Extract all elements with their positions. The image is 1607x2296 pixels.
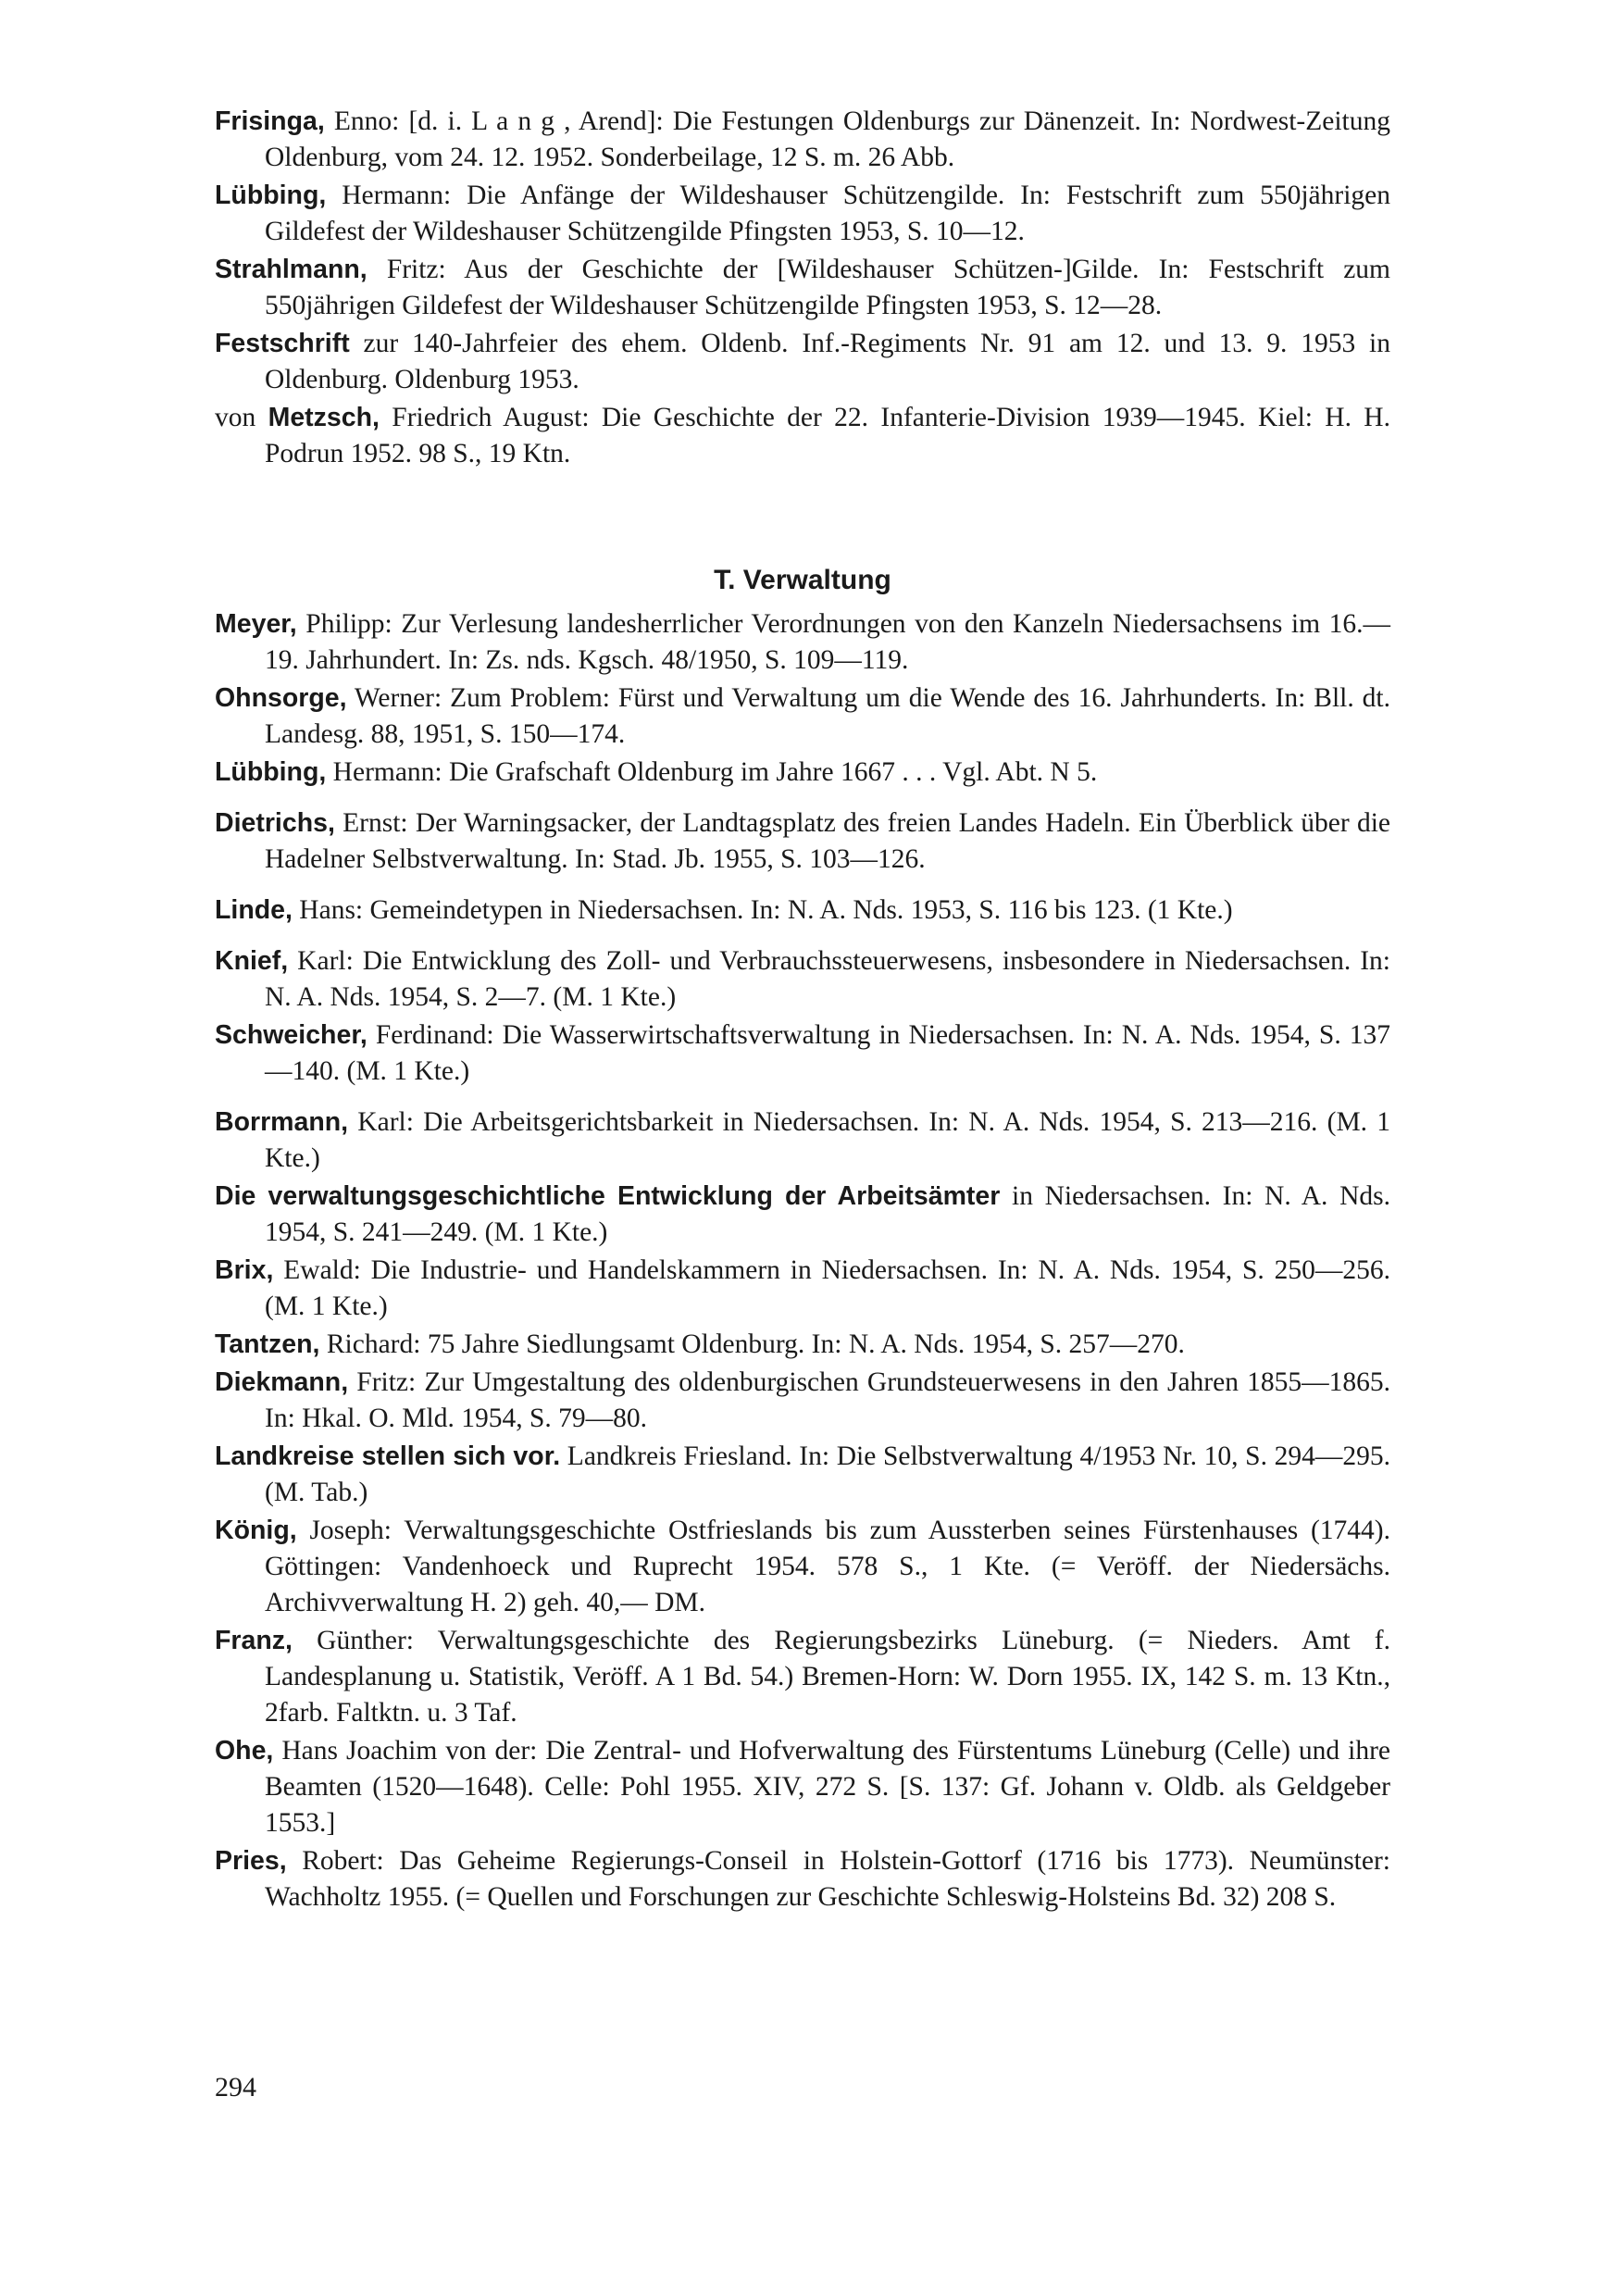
bib-entry	[215, 1179, 1390, 1251]
entry-text: Fritz: Aus der Geschichte der [Wildeshauser Schützen-]Gilde. In: Festschrift zum 550jährigen Gildefest der Wildeshauser Schützengilde Pfingsten 1953, S. 12—28.	[265, 255, 1390, 320]
bib-entry	[215, 1365, 1390, 1437]
entry-author: Franz,	[215, 1626, 293, 1655]
entry-text: Ferdinand: Die Wasserwirtschaftsverwaltung in Niedersachsen. In: N. A. Nds. 1954, S. 137—140. (M. 1 Kte.)	[265, 1020, 1390, 1086]
entry-text: Hans: Gemeindetypen in Niedersachsen. In: N. A. Nds. 1953, S. 116 bis 123. (1 Kte.)	[292, 895, 1233, 925]
bib-entry	[215, 1104, 1390, 1177]
entry-author: Metzsch,	[268, 403, 380, 432]
entry-author: König,	[215, 1516, 297, 1545]
entry-author: Frisinga,	[215, 106, 325, 136]
bib-entry	[215, 892, 1390, 929]
bib-entry	[215, 1439, 1390, 1511]
bib-entry	[215, 755, 1390, 791]
bib-entry	[215, 1327, 1390, 1363]
entry-text: Hans Joachim von der: Die Zentral- und Hofverwaltung des Fürstentums Lüneburg (Celle) und ihre Beamten (1520—1648). Celle: Pohl 1955. XIV, 272 S. [S. 137: Gf. Johann v. Oldb. als Geldgeber 1553.]	[265, 1736, 1390, 1838]
entry-author: Meyer,	[215, 609, 297, 639]
entry-text: Friedrich August: Die Geschichte der 22. Infanterie-Division 1939—1945. Kiel: H. H. Podrun 1952. 98 S., 19 Ktn.	[265, 403, 1390, 468]
entry-text: Hermann: Die Anfänge der Wildeshauser Schützengilde. In: Festschrift zum 550jährigen Gildefest der Wildeshauser Schützengilde Pfingsten 1953, S. 10—12.	[265, 181, 1390, 246]
entry-text: Joseph: Verwaltungsgeschichte Ostfrieslands bis zum Aussterben seines Fürstenhauses (1744). Göttingen: Vandenhoeck und Ruprecht 1954. 578 S., 1 Kte. (= Veröff. der Niedersächs. Archivverwaltung H. 2) geh. 40,— DM.	[265, 1516, 1390, 1617]
bib-entry	[215, 400, 1390, 472]
entry-text: Karl: Die Arbeitsgerichtsbarkeit in Niedersachsen. In: N. A. Nds. 1954, S. 213—216. (M. 1 Kte.)	[265, 1107, 1390, 1173]
bib-entry	[215, 326, 1390, 398]
bib-entry	[215, 252, 1390, 324]
entry-text: in Niedersachsen. In: N. A. Nds. 1954, S. 241—249. (M. 1 Kte.)	[265, 1181, 1390, 1247]
entry-author: Ohe,	[215, 1736, 274, 1766]
entry-author: Linde,	[215, 895, 293, 925]
entry-text: Ernst: Der Warningsacker, der Landtagsplatz des freien Landes Hadeln. Ein Überblick über die Hadelner Selbstverwaltung. In: Stad. Jb. 1955, S. 103—126.	[265, 808, 1390, 874]
bib-entry	[215, 943, 1390, 1016]
entry-author: Brix,	[215, 1255, 274, 1285]
bibliography-section-2	[215, 606, 1390, 1917]
entry-author: Lübbing,	[215, 757, 327, 787]
entry-author: Lübbing,	[215, 181, 327, 210]
entry-author: Tantzen,	[215, 1329, 320, 1359]
entry-text: Robert: Das Geheime Regierungs-Conseil in Holstein-Gottorf (1716 bis 1773). Neumünster: Wachholtz 1955. (= Quellen und Forschungen zur Geschichte Schleswig-Holsteins Bd. 32) 208 S.	[265, 1846, 1390, 1912]
entry-text: Hermann: Die Grafschaft Oldenburg im Jahre 1667 . . . Vgl. Abt. N 5.	[326, 757, 1098, 787]
bib-entry	[215, 1733, 1390, 1841]
entry-text: Fritz: Zur Umgestaltung des oldenburgischen Grundsteuerwesens in den Jahren 1855—1865. In: Hkal. O. Mld. 1954, S. 79—80.	[265, 1367, 1390, 1433]
section-heading: T. Verwaltung	[714, 565, 891, 595]
bib-entry	[215, 1253, 1390, 1325]
entry-author: Diekmann,	[215, 1367, 349, 1397]
entry-author: Strahlmann,	[215, 255, 367, 284]
bib-entry	[215, 805, 1390, 878]
page-number: 294	[215, 2072, 256, 2103]
entry-text: Enno: [d. i. L a n g , Arend]: Die Festungen Oldenburgs zur Dänenzeit. In: Nordwest-Zeitung Oldenburg, vom 24. 12. 1952. Sonderbeilage, 12 S. m. 26 Abb.	[265, 106, 1390, 172]
bib-entry	[215, 1513, 1390, 1621]
bibliography-section-1	[215, 104, 1390, 474]
entry-text: Karl: Die Entwicklung des Zoll- und Verbrauchssteuerwesens, insbesondere in Niedersachsen. In: N. A. Nds. 1954, S. 2—7. (M. 1 Kte.)	[265, 946, 1390, 1012]
entry-author: Pries,	[215, 1846, 287, 1876]
entry-text: Werner: Zum Problem: Fürst und Verwaltung um die Wende des 16. Jahrhunderts. In: Bll. dt. Landesg. 88, 1951, S. 150—174.	[265, 683, 1390, 749]
entry-text: zur 140-Jahrfeier des ehem. Oldenb. Inf.-Regiments Nr. 91 am 12. und 13. 9. 1953 in Oldenburg. Oldenburg 1953.	[265, 329, 1390, 394]
entry-author: Schweicher,	[215, 1020, 367, 1050]
bib-entry	[215, 1017, 1390, 1090]
entry-text: Philipp: Zur Verlesung landesherrlicher Verordnungen von den Kanzeln Niedersachsens im 16.—19. Jahrhundert. In: Zs. nds. Kgsch. 48/1950, S. 109—119.	[265, 609, 1390, 675]
bib-entry	[215, 680, 1390, 753]
entry-author: Die verwaltungsgeschichtliche Entwicklung der Arbeitsämter	[215, 1181, 1001, 1211]
bib-entry	[215, 606, 1390, 679]
entry-text: Ewald: Die Industrie- und Handelskammern in Niedersachsen. In: N. A. Nds. 1954, S. 250—256. (M. 1 Kte.)	[265, 1255, 1390, 1321]
entry-text: Landkreis Friesland. In: Die Selbstverwaltung 4/1953 Nr. 10, S. 294—295. (M. Tab.)	[265, 1441, 1390, 1507]
entry-text: Günther: Verwaltungsgeschichte des Regierungsbezirks Lüneburg. (= Nieders. Amt f. Landesplanung u. Statistik, Veröff. A 1 Bd. 54.) Bremen-Horn: W. Dorn 1955. IX, 142 S. m. 13 Ktn., 2farb. Faltktn. u. 3 Taf.	[265, 1626, 1390, 1728]
entry-text: Richard: 75 Jahre Siedlungsamt Oldenburg. In: N. A. Nds. 1954, S. 257—270.	[319, 1329, 1185, 1359]
bib-entry	[215, 104, 1390, 176]
entry-author: Knief,	[215, 946, 289, 976]
entry-author: Borrmann,	[215, 1107, 349, 1137]
bib-entry	[215, 1623, 1390, 1731]
bib-entry	[215, 178, 1390, 250]
bib-entry	[215, 1843, 1390, 1915]
entry-author: Dietrichs,	[215, 808, 335, 838]
entry-prefix: von	[215, 403, 268, 432]
entry-author: Landkreise stellen sich vor.	[215, 1441, 561, 1471]
entry-author: Ohnsorge,	[215, 683, 347, 713]
entry-author: Festschrift	[215, 329, 350, 358]
